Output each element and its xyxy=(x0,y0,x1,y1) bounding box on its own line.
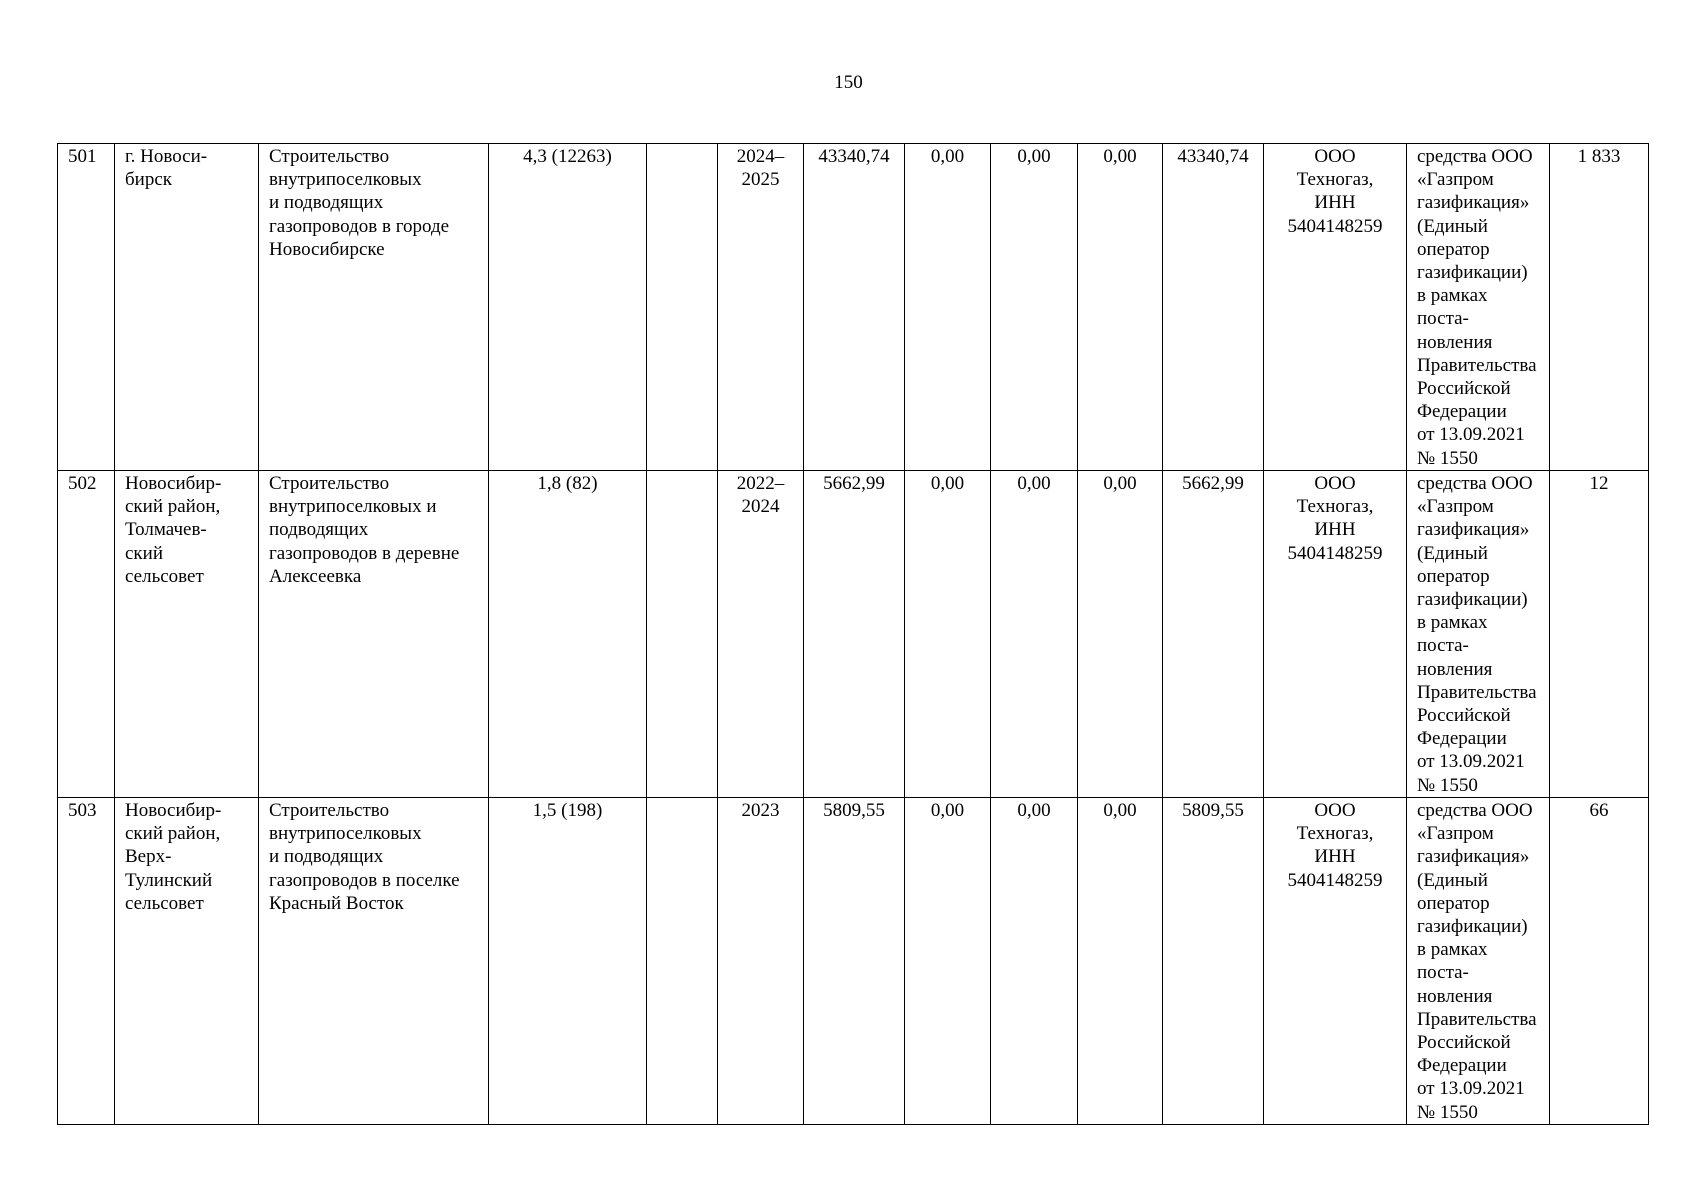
row-number: 502 xyxy=(58,471,115,798)
value-cell: 5809,55 xyxy=(1163,798,1264,1125)
empty-cell xyxy=(647,144,718,471)
value-cell: 0,00 xyxy=(905,471,991,798)
length-cell: 4,3 (12263) xyxy=(489,144,647,471)
total-cell: 5662,99 xyxy=(804,471,905,798)
value-cell: 43340,74 xyxy=(1163,144,1264,471)
table-row xyxy=(58,471,1649,798)
value-cell: 0,00 xyxy=(1078,471,1163,798)
years-cell: 2023 xyxy=(718,798,804,1125)
executor-cell: ООО Техногаз, ИНН 5404148259 xyxy=(1264,798,1407,1125)
empty-cell xyxy=(647,471,718,798)
value-cell: 0,00 xyxy=(991,471,1078,798)
locality-cell: Новосибир- ский район, Верх- Тулинский сельсовет xyxy=(115,798,259,1125)
value-cell: 0,00 xyxy=(991,144,1078,471)
total-cell: 43340,74 xyxy=(804,144,905,471)
length-cell: 1,5 (198) xyxy=(489,798,647,1125)
total-cell: 5809,55 xyxy=(804,798,905,1125)
years-cell: 2024– 2025 xyxy=(718,144,804,471)
description-cell: Строительство внутрипоселковых и подводящих газопроводов в городе Новосибирске xyxy=(259,144,489,471)
value-cell: 0,00 xyxy=(1078,144,1163,471)
locality-cell: г. Новоси- бирск xyxy=(115,144,259,471)
years-cell: 2022– 2024 xyxy=(718,471,804,798)
description-cell: Строительство внутрипоселковых и подводящих газопроводов в поселке Красный Восток xyxy=(259,798,489,1125)
count-cell: 1 833 xyxy=(1550,144,1649,471)
value-cell: 0,00 xyxy=(1078,798,1163,1125)
value-cell: 0,00 xyxy=(905,144,991,471)
executor-cell: ООО Техногаз, ИНН 5404148259 xyxy=(1264,144,1407,471)
funding-basis-cell: средства ООО «Газпром газификация» (Единый оператор газификации) в рамках поста- новления Правительства Российской Федерации от 13.09.2021 № 1550 xyxy=(1407,471,1550,798)
funding-basis-cell: средства ООО «Газпром газификация» (Единый оператор газификации) в рамках поста- новления Правительства Российской Федерации от 13.09.2021 № 1550 xyxy=(1407,798,1550,1125)
empty-cell xyxy=(647,798,718,1125)
gas-pipeline-table xyxy=(57,143,1649,1125)
value-cell: 0,00 xyxy=(991,798,1078,1125)
description-cell: Строительство внутрипоселковых и подводящих газопроводов в деревне Алексеевка xyxy=(259,471,489,798)
length-cell: 1,8 (82) xyxy=(489,471,647,798)
table-row xyxy=(58,798,1649,1125)
executor-cell: ООО Техногаз, ИНН 5404148259 xyxy=(1264,471,1407,798)
funding-basis-cell: средства ООО «Газпром газификация» (Единый оператор газификации) в рамках поста- новления Правительства Российской Федерации от 13.09.2021 № 1550 xyxy=(1407,144,1550,471)
value-cell: 5662,99 xyxy=(1163,471,1264,798)
value-cell: 0,00 xyxy=(905,798,991,1125)
row-number: 501 xyxy=(58,144,115,471)
row-number: 503 xyxy=(58,798,115,1125)
locality-cell: Новосибир- ский район, Толмачев- ский сельсовет xyxy=(115,471,259,798)
count-cell: 12 xyxy=(1550,471,1649,798)
table-row xyxy=(58,144,1649,471)
count-cell: 66 xyxy=(1550,798,1649,1125)
page-number: 150 xyxy=(834,72,863,93)
